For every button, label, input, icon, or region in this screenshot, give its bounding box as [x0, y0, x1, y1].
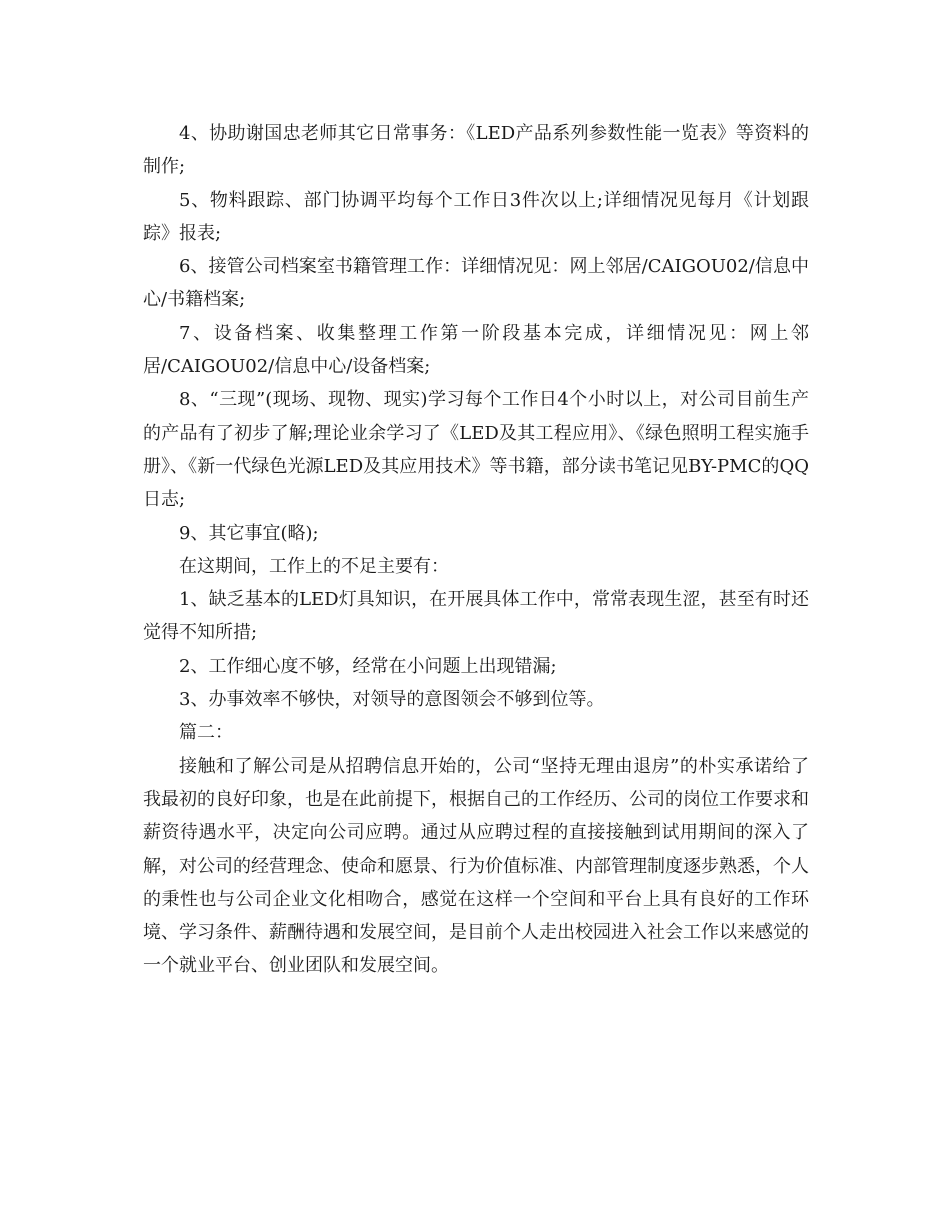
- paragraph-item-7: 7、设备档案、收集整理工作第一阶段基本完成，详细情况见：网上邻居/CAIGOU02/信息中心/设备档案;: [143, 322, 809, 378]
- paragraph-item-8: 8、“三现”(现场、现物、现实)学习每个工作日4个小时以上，对公司目前生产的产品有了初步了解;理论业余学习了《LED及其工程应用》、《绿色照明工程实施手册》、《新一代绿色光源LED及其应用技术》等书籍，部分读书笔记见BY-PMC的QQ日志;: [143, 389, 809, 511]
- paragraph-item-9: 9、其它事宜(略);: [179, 522, 319, 544]
- shortcoming-item-2: 2、工作细心度不够，经常在小问题上出现错漏;: [179, 655, 557, 677]
- shortcoming-item-3: 3、办事效率不够快，对领导的意图领会不够到位等。: [179, 689, 605, 711]
- shortcomings-intro: 在这期间，工作上的不足主要有：: [179, 555, 449, 577]
- paragraph-item-6: 6、接管公司档案室书籍管理工作：详细情况见：网上邻居/CAIGOU02/信息中心/书籍档案;: [143, 256, 809, 311]
- paragraph-item-4: 4、协助谢国忠老师其它日常事务：《LED产品系列参数性能一览表》等资料的制作;: [143, 123, 809, 178]
- document-body: [143, 117, 809, 983]
- shortcoming-item-1: 1、缺乏基本的LED灯具知识，在开展具体工作中，常常表现生涩，甚至有时还觉得不知所措;: [143, 589, 809, 644]
- paragraph-item-5: 5、物料跟踪、部门协调平均每个工作日3件次以上;详细情况见每月《计划跟踪》报表;: [143, 189, 809, 244]
- part-two-paragraph: 接触和了解公司是从招聘信息开始的，公司“坚持无理由退房”的朴实承诺给了我最初的良好印象，也是在此前提下，根据自己的工作经历、公司的岗位工作要求和薪资待遇水平，决定向公司应聘。通过从应聘过程的直接接触到试用期间的深入了解，对公司的经营理念、使命和愿景、行为价值标准、内部管理制度逐步熟悉，个人的秉性也与公司企业文化相吻合，感觉在这样一个空间和平台上具有良好的工作环境、学习条件、薪酬待遇和发展空间，是目前个人走出校园进入社会工作以来感觉的一个就业平台、创业团队和发展空间。: [143, 755, 809, 977]
- section-heading-part-two: 篇二：: [179, 722, 233, 744]
